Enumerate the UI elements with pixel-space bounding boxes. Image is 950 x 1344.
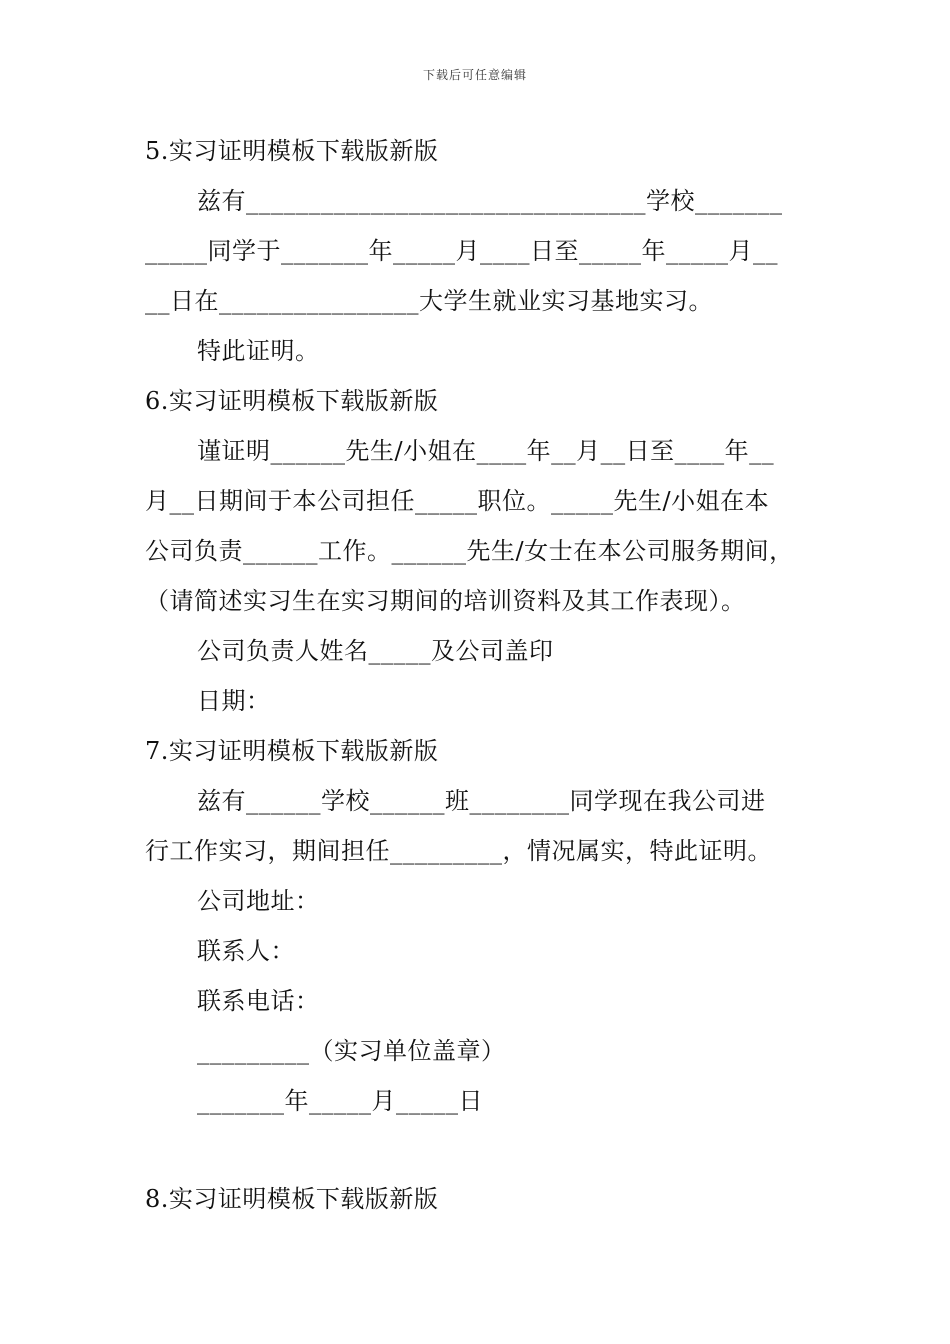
section-7-line-2: 行工作实习，期间担任_________，情况属实，特此证明。 [145,837,772,865]
section-6-line-2: 月__日期间于本公司担任_____职位。_____先生/小姐在本 [145,487,770,515]
section-5-line-3: __日在________________大学生就业实习基地实习。 [145,287,713,315]
section-7-line-6: _________（实习单位盖章） [197,1037,506,1065]
section-8-heading: 8.实习证明模板下载版新版 [145,1185,439,1213]
section-7-line-4: 联系人： [197,937,295,965]
section-5-line-1: 兹有________________________________学校_______ [197,187,783,215]
section-7-line-1: 兹有______学校______班________同学现在我公司进 [197,787,766,815]
section-7-heading: 7.实习证明模板下载版新版 [145,737,439,765]
section-6-line-1: 谨证明______先生/小姐在____年__月__日至____年__ [197,437,775,465]
section-6-heading: 6.实习证明模板下载版新版 [145,387,439,415]
header-note: 下载后可任意编辑 [422,68,527,82]
section-6-line-4: （请简述实习生在实习期间的培训资料及其工作表现）。 [145,587,746,615]
section-7-line-5: 联系电话： [197,987,320,1015]
blank-line [145,1126,815,1176]
section-6-line-5: 公司负责人姓名_____及公司盖印 [197,637,554,665]
section-7-line-7: _______年_____月_____日 [197,1087,483,1115]
section-6-line-3: 公司负责______工作。______先生/女士在本公司服务期间， [145,537,794,565]
section-5-line-2: _____同学于_______年_____月____日至_____年_____月__ [145,237,778,265]
section-5-line-4: 特此证明。 [197,337,320,365]
section-7-line-3: 公司地址： [197,887,320,915]
document-body [145,126,815,1222]
section-5-heading: 5.实习证明模板下载版新版 [145,137,439,165]
section-6-line-6: 日期： [197,687,271,715]
